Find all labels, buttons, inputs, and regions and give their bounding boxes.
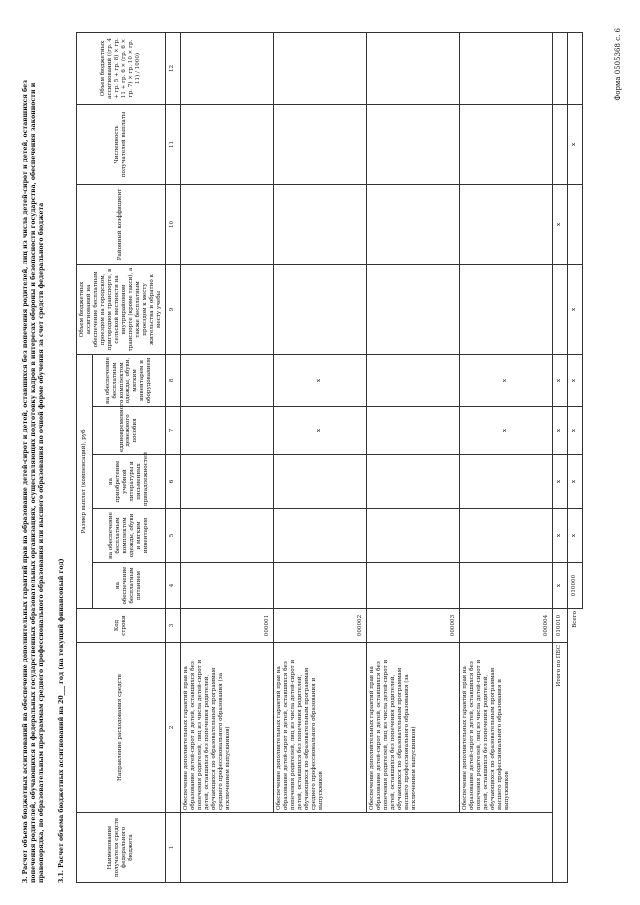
rotated-page	[18, 20, 628, 895]
value-cell[interactable]	[180, 354, 273, 406]
col-number: 7	[165, 407, 180, 455]
mark-cell: х	[552, 563, 567, 609]
value-cell[interactable]	[273, 509, 366, 563]
value-cell[interactable]	[366, 563, 459, 609]
header-literature: на приобретение учебной литературы и письменных принадлежностей	[93, 455, 166, 509]
col-number: 10	[165, 184, 180, 264]
direction-cell: Обеспечение дополнительных гарантий прав на образование детей-сирот и детей, оставшихся без попечения родителей, лиц из числа детей-сирот и детей, оставшихся без попечения родителей, обучающихся по образовательным программам среднего профессионального образования (за исключением выпускников)	[180, 643, 273, 813]
total-row	[567, 32, 582, 882]
value-cell: х	[273, 407, 366, 455]
mark-cell: х	[567, 104, 582, 184]
section-subheading: 3.1. Расчет объема бюджетных ассигнований на 20___ год (на текущий финансовый год)	[58, 558, 65, 883]
col-number: 12	[165, 32, 180, 104]
mark-cell: х	[567, 264, 582, 354]
value-cell[interactable]	[366, 455, 459, 509]
value-cell[interactable]	[180, 563, 273, 609]
code-cell: 000001	[180, 609, 273, 643]
code-cell: 000003	[366, 609, 459, 643]
total-label-wrap	[567, 609, 582, 883]
col-number: 2	[165, 643, 180, 813]
value-cell[interactable]	[273, 563, 366, 609]
value-cell[interactable]	[459, 264, 552, 354]
subtotal-row	[552, 32, 567, 882]
value-cell[interactable]	[366, 104, 459, 184]
total-label: Всего	[571, 611, 578, 628]
value-cell[interactable]	[552, 264, 567, 354]
value-cell[interactable]	[567, 32, 582, 104]
header-recipients-count: Численность получателей выплаты	[77, 104, 166, 184]
header-recipient: Наименование получателя средств федерального бюджета	[77, 813, 166, 883]
value-cell[interactable]	[459, 184, 552, 264]
direction-cell: Обеспечение дополнительных гарантий прав на образование детей-сирот и детей, оставшихся без попечения родителей, лиц из числа детей-сирот и детей, оставшихся без попечения родителей, обучающихся по образовательным программам высшего профессионального образования и выпускников	[459, 643, 552, 813]
value-cell[interactable]	[459, 455, 552, 509]
header-travel: Объем бюджетных ассигнований на обеспечение бесплатным проездом на городском, пригородном транспорте, в сельской местности на внутрирайонном транспорте (кроме такси), а также бесплатным проездом к месту жительства и обратно к месту учебы	[77, 264, 166, 354]
subtotal-label: Итого по ПБС	[552, 643, 567, 883]
recipient-cell[interactable]	[180, 813, 552, 883]
value-cell[interactable]	[273, 184, 366, 264]
table-row	[366, 32, 459, 882]
col-number: 6	[165, 455, 180, 509]
subtotal-code: 010010	[552, 609, 567, 643]
value-cell[interactable]	[180, 407, 273, 455]
header-regional-coef: Районный коэффициент	[77, 184, 166, 264]
col-number: 3	[165, 609, 180, 643]
value-cell[interactable]	[459, 509, 552, 563]
value-cell[interactable]	[366, 354, 459, 406]
mark-cell: х	[552, 455, 567, 509]
table-row	[180, 32, 273, 882]
value-cell[interactable]	[459, 104, 552, 184]
total-code: 010000	[567, 563, 582, 609]
mark-cell: х	[552, 184, 567, 264]
header-allowance: единовременного денежного пособия	[93, 407, 166, 455]
value-cell[interactable]	[180, 104, 273, 184]
value-cell[interactable]	[366, 407, 459, 455]
table-row	[459, 32, 552, 882]
mark-cell: х	[567, 407, 582, 455]
value-cell[interactable]	[567, 184, 582, 264]
col-number: 8	[165, 354, 180, 406]
header-food: на обеспечение бесплатным питанием	[93, 563, 166, 609]
mark-cell: х	[552, 407, 567, 455]
code-cell: 000002	[273, 609, 366, 643]
direction-cell: Обеспечение дополнительных гарантий прав на образование детей-сирот и детей, оставшихся без попечения родителей, лиц из числа детей-сирот и детей, оставшихся без попечения родителей, обучающихся по образовательным программам высшего профессионального образования (за исключением выпускников)	[366, 643, 459, 813]
value-cell[interactable]	[459, 32, 552, 104]
mark-cell: х	[567, 455, 582, 509]
value-cell[interactable]	[552, 104, 567, 184]
value-cell[interactable]	[180, 32, 273, 104]
direction-cell: Обеспечение дополнительных гарантий прав на образование детей-сирот и детей, оставшихся без попечения родителей, лиц из числа детей-сирот и детей, оставшихся без попечения родителей, обучающихся по образовательным программам среднего профессионального образования и выпускников	[273, 643, 366, 813]
mark-cell: х	[552, 509, 567, 563]
value-cell[interactable]	[180, 264, 273, 354]
section-heading: 3. Расчет объема бюджетных ассигнований на обеспечение дополнительных гарантий прав на образование детей-сирот и детей, оставшихся без попечения родителей, лиц из числа детей-сирот и детей, оставшихся без попечения родителей, обучающихся в федеральных государственных образовательных организациях, осуществляющих подготовку кадров в интересах обороны и безопасности государства, обеспечения законности и правопорядка, по образовательным программам среднего профессионального образования или высшего образования по очной форме обучения за счет средств федерального бюджета	[22, 80, 46, 883]
value-cell[interactable]	[273, 104, 366, 184]
value-cell[interactable]	[180, 509, 273, 563]
table-row	[273, 32, 366, 882]
form-number: Форма 0505368 с. 6	[614, 28, 622, 101]
col-number: 4	[165, 563, 180, 609]
col-number: 5	[165, 509, 180, 563]
code-cell: 000004	[459, 609, 552, 643]
value-cell[interactable]	[273, 455, 366, 509]
header-total-volume: Объем бюджетных ассигнований ((гр. 4 + гр. 5 + гр. 8) × гр. 11 + гр. 6 × (гр. 6 × гр. 7) × гр. 10 × гр. 11) / 1000)	[77, 32, 166, 104]
col-number: 11	[165, 104, 180, 184]
value-cell[interactable]	[366, 32, 459, 104]
value-cell[interactable]	[459, 563, 552, 609]
header-code: Код строки	[77, 609, 166, 643]
value-cell[interactable]	[366, 184, 459, 264]
header-direction: Направление расходования средств	[77, 643, 166, 813]
calculation-table	[76, 32, 583, 883]
value-cell[interactable]	[366, 509, 459, 563]
value-cell[interactable]	[273, 32, 366, 104]
value-cell: х	[273, 354, 366, 406]
col-number: 1	[165, 813, 180, 883]
value-cell[interactable]	[366, 264, 459, 354]
header-payments-group: Размер выплат (компенсаций), руб	[77, 354, 93, 608]
value-cell: х	[459, 407, 552, 455]
mark-cell: х	[567, 509, 582, 563]
header-clothing: на обеспечение бесплатным комплектом одежды, обуви и мягким инвентарем	[93, 509, 166, 563]
value-cell[interactable]	[273, 264, 366, 354]
value-cell[interactable]	[180, 455, 273, 509]
value-cell: х	[459, 354, 552, 406]
mark-cell: х	[567, 354, 582, 406]
header-clothing-equipment: на обеспечение бесплатным комплектом одежды, обуви, мягким инвентарем и оборудованием	[93, 354, 166, 406]
value-cell[interactable]	[180, 184, 273, 264]
value-cell[interactable]	[552, 32, 567, 104]
col-number: 9	[165, 264, 180, 354]
mark-cell: х	[552, 354, 567, 406]
